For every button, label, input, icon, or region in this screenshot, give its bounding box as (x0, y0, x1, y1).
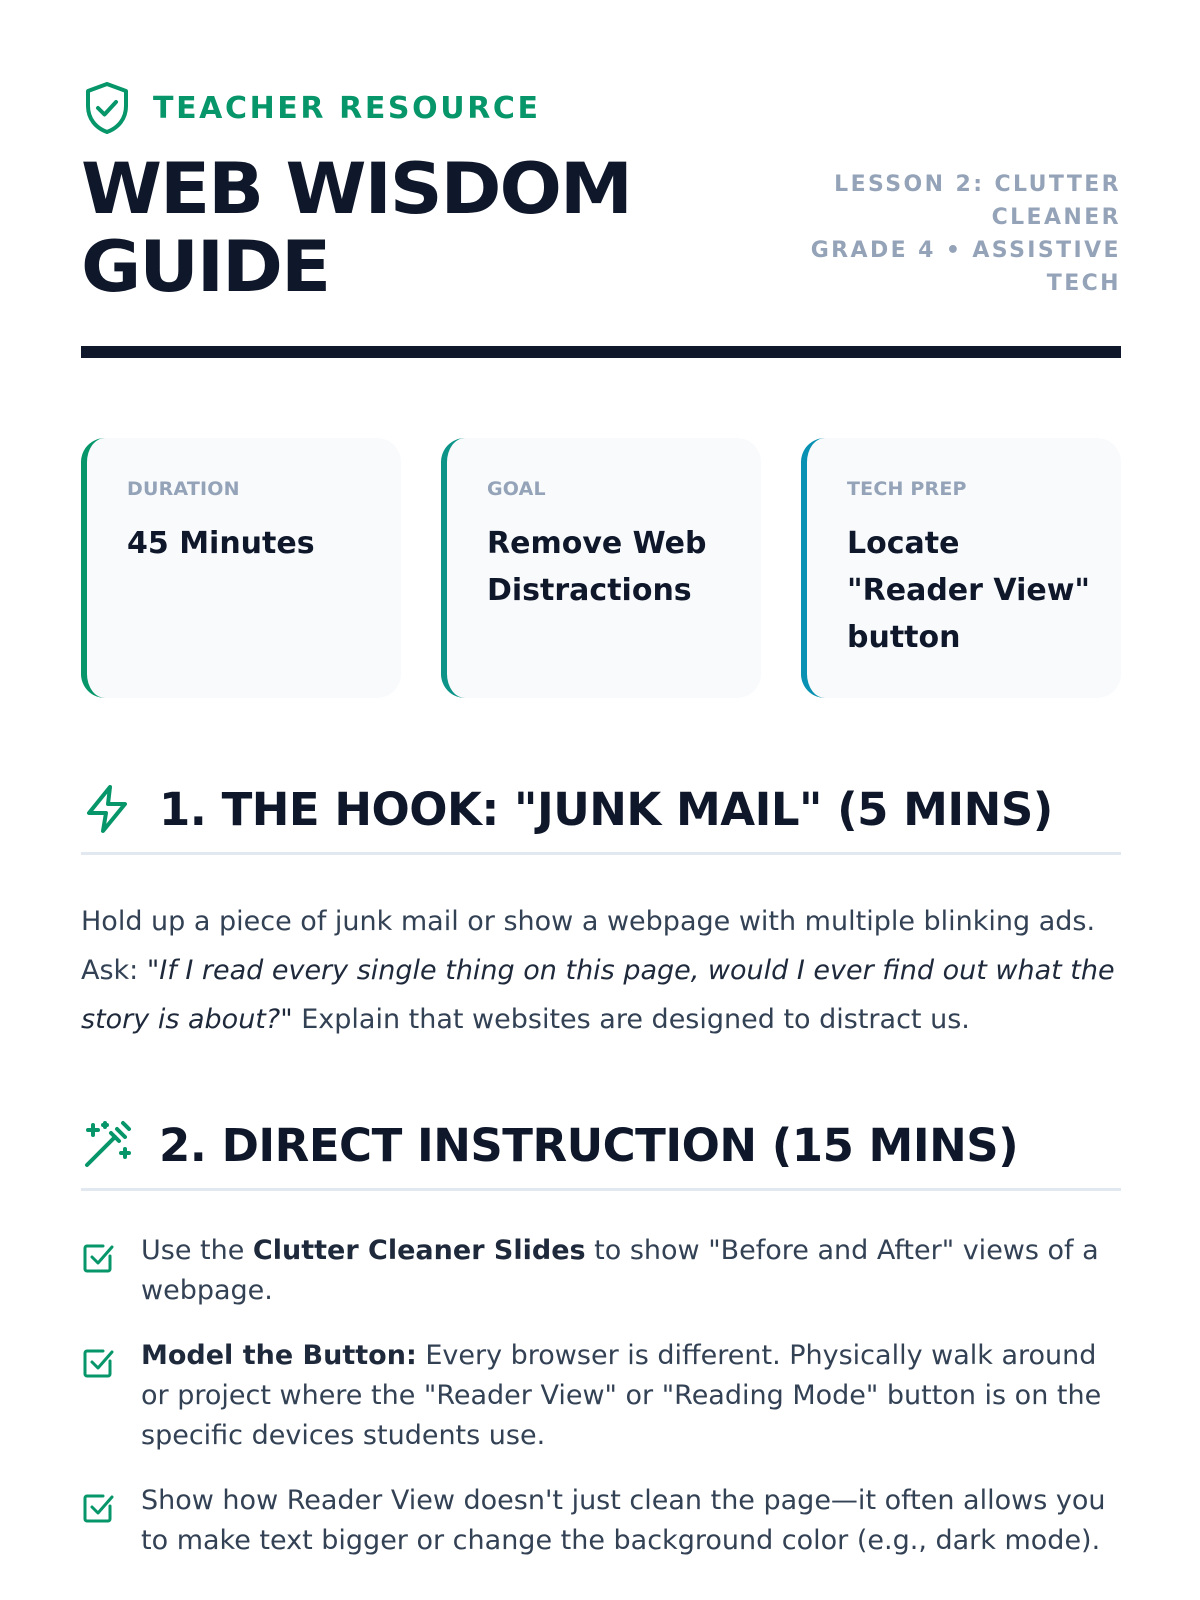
list-item-text (141, 1336, 1121, 1456)
text-part: to show "Before and After" views of a webpage. (141, 1235, 1099, 1306)
eyebrow (81, 80, 1121, 136)
shield-check-icon (83, 80, 131, 136)
info-cards (81, 438, 1121, 698)
list-item (81, 1231, 1121, 1311)
section-instruction-heading (81, 1102, 1121, 1191)
text-part: Every browser is different. Physically walk around or project where the "Reader View" or "Reading Mode" button is on the specific devices students use. (141, 1340, 1102, 1451)
card-duration (81, 438, 401, 698)
lesson-guide-page (81, 80, 1121, 1586)
list-item (81, 1336, 1121, 1456)
card-label: TECH PREP (847, 478, 967, 500)
list-item-text (141, 1231, 1121, 1311)
card-tech-prep (801, 438, 1121, 698)
text-emphasis: Model the Button: (141, 1340, 417, 1371)
checkbox-icon (81, 1241, 115, 1275)
card-value: Locate "Reader View" button (847, 526, 1091, 655)
hook-paragraph (81, 897, 1121, 1044)
eyebrow-label: TEACHER RESOURCE (153, 90, 541, 126)
text-part: Show how Reader View doesn't just clean the page—it often allows you to make text bigger or change the background color (e.g., dark mode). (141, 1485, 1106, 1556)
grade-label: GRADE 4 • ASSISTIVE TECH (810, 238, 1121, 296)
magic-wand-icon (81, 1119, 133, 1171)
page-title: WEB WISDOM GUIDE (81, 148, 631, 308)
hook-intro: Hold up a piece of junk mail or show a webpage with multiple blinking ads. Ask: (81, 906, 1096, 986)
list-item-text (141, 1481, 1121, 1561)
card-value: 45 Minutes (127, 526, 315, 561)
card-label: DURATION (127, 478, 240, 500)
instruction-checklist (81, 1231, 1121, 1561)
lesson-name: LESSON 2: CLUTTER CLEANER (834, 172, 1121, 230)
list-item (81, 1481, 1121, 1561)
hook-outro: Explain that websites are designed to distract us. (292, 1004, 970, 1035)
checkbox-icon (81, 1491, 115, 1525)
text-emphasis: Clutter Cleaner Slides (252, 1235, 586, 1266)
card-label: GOAL (487, 478, 546, 500)
lesson-meta (791, 168, 1121, 306)
hook-quote: "If I read every single thing on this page, would I ever find out what the story is about?" (81, 955, 1115, 1035)
header-divider (81, 346, 1121, 358)
checkbox-icon (81, 1346, 115, 1380)
section-title: 1. THE HOOK: "JUNK MAIL" (5 MINS) (159, 782, 1053, 836)
section-hook-heading (81, 766, 1121, 855)
card-value: Remove Web Distractions (487, 526, 707, 608)
section-title: 2. DIRECT INSTRUCTION (15 MINS) (159, 1118, 1019, 1172)
lightning-icon (81, 783, 133, 835)
title-row (81, 150, 1121, 306)
text-part: Use the (141, 1235, 253, 1266)
card-goal (441, 438, 761, 698)
